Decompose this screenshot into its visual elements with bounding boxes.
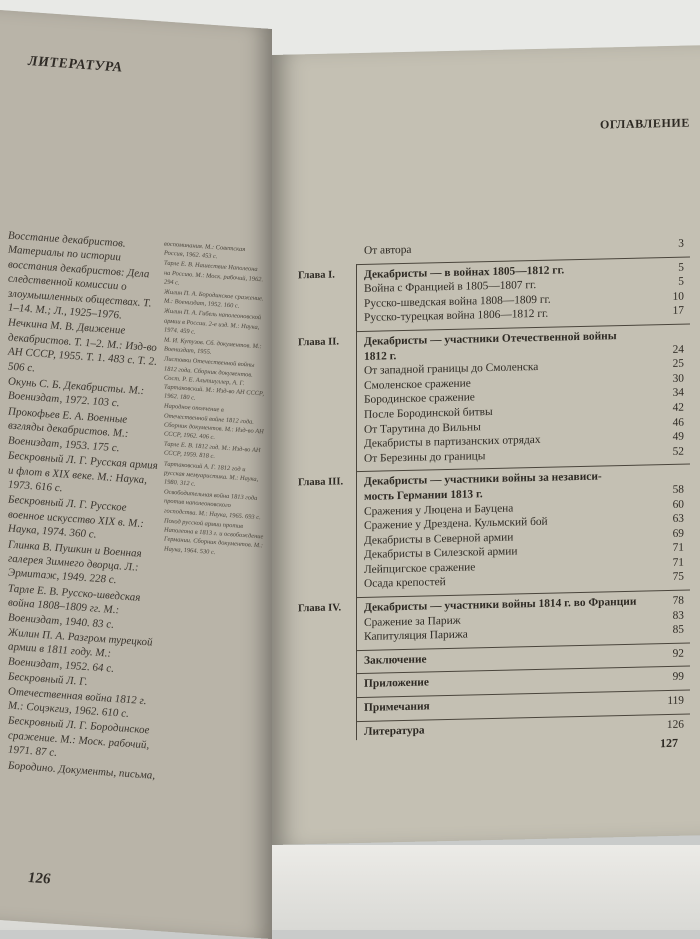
bibliography-column-1: [8, 229, 158, 785]
bibliography-entry: Восстание декабристов. Материалы по истории восстания декабристов: Дела следственной комиссии о злоумышленных обществах. Т. 1–14. М.; Л., 1925–1976.: [8, 229, 152, 322]
toc-title: Литература: [364, 724, 425, 738]
bibliography-entry: Тарле Е. В. Нашествие Наполеона на Россию. М.: Моск. рабочий, 1962. 294 с.: [164, 259, 264, 287]
toc-title: мость Германии 1813 г.: [364, 488, 483, 503]
toc-page-number: 75: [672, 571, 684, 584]
toc-page-number: 5: [678, 275, 684, 288]
toc-title: Русско-турецкая война 1806—1812 гг.: [364, 308, 549, 325]
toc-page-number: 119: [667, 694, 684, 708]
bibliography-entry: Нечкина М. В. Движение декабристов. Т. 1–2. М.: Изд-во АН СССР, 1955. Т. 1. 483 с. Т. 2. 506 с.: [8, 316, 157, 375]
toc-title: Бородинское сражение: [364, 391, 475, 407]
page-number: 126: [28, 869, 51, 888]
bibliography-entry: Прокофьев Е. А. Военные взгляды декабристов. М.: Воениздат, 1953. 175 с.: [8, 405, 129, 455]
toc-page-number: 78: [672, 594, 684, 607]
bibliography-entry: Народное ополчение в Отечественной войне 1812 года. Сборник документов. М.: Изд-во АН СССР, 1962. 406 с.: [164, 402, 264, 442]
toc-page-number: 3: [678, 237, 684, 250]
bibliography-entry: Тарле Е. В. Русско-шведская война 1808–1809 гг. М.: Воениздат, 1940. 83 с.: [8, 582, 141, 631]
toc-title: После Бородинской битвы: [364, 405, 493, 421]
toc-page-number: 49: [672, 430, 684, 444]
divider: [356, 264, 357, 740]
toc-chapter-label: Глава I.: [298, 269, 335, 282]
toc-page-number: 17: [672, 305, 684, 318]
toc-title: От Тарутина до Вильны: [364, 420, 481, 436]
bibliography-entry: Жилин П. А. Разгром турецкой армии в 1811 году. М.: Воениздат, 1952. 64 с.: [8, 626, 153, 675]
toc-page-number: 24: [672, 343, 684, 356]
bibliography-entry: Освободительная война 1813 года против наполеоновского господства. М.: Наука, 1965. 693 с.: [164, 488, 261, 521]
toc-title: Приложение: [364, 676, 429, 691]
toc-title: От Березины до границы: [364, 449, 486, 465]
toc-page-number: 25: [672, 357, 684, 371]
toc-title: Русско-шведская война 1808—1809 гг.: [364, 293, 551, 310]
toc-page-number: 52: [672, 445, 684, 458]
left-page: [0, 10, 272, 939]
bibliography-entry: М. И. Кутузов. Сб. документов. М.: Воениздат, 1955.: [164, 336, 262, 357]
page-title: ЛИТЕРАТУРА: [28, 53, 123, 76]
toc-page-number: 63: [672, 512, 684, 526]
toc-title: От автора: [364, 243, 412, 257]
toc-title: Декабристы в партизанских отрядах: [364, 434, 541, 451]
toc-page-number: 30: [672, 372, 684, 385]
bibliography-entry: Тарле Е. В. 1812 год. М.: Изд-во АН СССР, 1959. 818 с.: [164, 440, 261, 461]
toc-title: От западной границы до Смоленска: [364, 361, 539, 378]
bibliography-entry: Окунь С. Б. Декабристы. М.: Воениздат, 1972. 103 с.: [8, 375, 145, 410]
right-page: [272, 45, 700, 845]
toc-title: Осада крепостей: [364, 576, 446, 591]
table-of-contents: [272, 237, 700, 742]
toc-title: Сражения у Люцена и Бауцена: [364, 502, 514, 518]
toc-title: Декабристы в Северной армии: [364, 531, 514, 547]
toc-page-number: 69: [672, 527, 684, 540]
toc-page-number: 5: [678, 261, 684, 274]
toc-title: Капитуляция Парижа: [364, 628, 468, 644]
toc-title: Лейпцигское сражение: [364, 561, 476, 576]
bibliography-entry: Жилин П. А. Гибель наполеоновской армии в России. 2-е изд. М.: Наука, 1974. 459 с.: [164, 307, 262, 336]
bibliography-entry: воспоминания. М.: Советская Россия, 1962. 453 с.: [164, 240, 246, 261]
bibliography-entry: Бескровный Л. Г. Бородинское сражение. М.: Моск. рабочий, 1971. 87 с.: [8, 714, 150, 760]
toc-page-number: 34: [672, 386, 684, 400]
toc-page-number: 71: [672, 556, 684, 569]
toc-page-number: 83: [672, 609, 684, 622]
toc-page-number: 71: [672, 541, 684, 555]
toc-row: [272, 718, 700, 742]
toc-page-number: 60: [672, 498, 684, 511]
bibliography-entry: Бескровный Л. Г. Отечественная война 1812 г. М.: Соцэкгиз, 1962. 610 с.: [8, 670, 147, 720]
toc-title: Декабристы — в войнах 1805—1812 гг.: [364, 263, 565, 281]
bibliography-entry: Жилин П. А. Бородинское сражение. М.: Воениздат, 1952. 160 с.: [164, 288, 264, 310]
toc-page-number: 85: [672, 623, 684, 637]
bibliography-entry: Листовки Отечественной войны 1812 года. Сборник документов. Сост. Р. Е. Альтшуллер, А. Г. Тартаковский. М.: Изд-во АН СССР, 1962. 180 с.: [164, 355, 264, 402]
bibliography-entry: Бородино. Документы, письма,: [8, 759, 156, 782]
toc-row: [272, 647, 700, 671]
bibliography-entry: Бескровный Л. Г. Русское военное искусство XIX в. М.: Наука, 1974. 360 с.: [8, 493, 144, 541]
toc-page-number: 92: [672, 647, 684, 660]
toc-title: Примечания: [364, 700, 430, 714]
toc-title: Декабристы — участники войны за независи-: [364, 470, 602, 489]
toc-title: Сражение за Париж: [364, 614, 461, 629]
toc-page-number: 46: [672, 416, 684, 429]
toc-title: 1812 г.: [364, 349, 397, 363]
bibliography-entry: Поход русской армии против Наполеона в 1813 г. и освобождение Германии. Сборник документов. М.: Наука, 1964. 530 с.: [164, 517, 264, 556]
toc-title: Заключение: [364, 653, 427, 667]
toc-title: Декабристы — участники Отечественной войны: [364, 330, 617, 348]
toc-page-number: 10: [672, 290, 684, 303]
bibliography-column-2: [164, 239, 264, 561]
toc-page-number: 58: [672, 483, 684, 496]
toc-page-number: 99: [672, 671, 684, 684]
toc-title: Война с Францией в 1805—1807 гг.: [364, 279, 537, 296]
toc-title: Декабристы — участники войны 1814 г. во Франции: [364, 595, 637, 614]
toc-title: Декабристы в Силезской армии: [364, 545, 518, 562]
bibliography-entry: Бескровный Л. Г. Русская армия и флот в XIX веке. М.: Наука, 1973. 616 с.: [8, 449, 158, 495]
bibliography-entry: Тартаковский А. Г. 1812 год и русская мемуаристика. М.: Наука, 1980. 312 с.: [164, 460, 259, 488]
page-number: 127: [660, 735, 678, 751]
contents-heading: ОГЛАВЛЕНИЕ: [600, 115, 690, 132]
toc-page-number: 126: [666, 718, 684, 731]
toc-chapter-label: Глава IV.: [298, 602, 342, 615]
toc-title: Сражение у Дрездена. Кульмский бой: [364, 515, 548, 533]
toc-chapter-label: Глава II.: [298, 336, 339, 349]
bibliography-entry: Глинка В. Пушкин и Военная галерея Зимнего дворца. Л.: Эрмитаж, 1949. 228 с.: [8, 538, 142, 587]
toc-chapter-label: Глава III.: [298, 476, 344, 489]
toc-title: Смоленское сражение: [364, 377, 471, 392]
toc-page-number: 42: [672, 401, 684, 414]
